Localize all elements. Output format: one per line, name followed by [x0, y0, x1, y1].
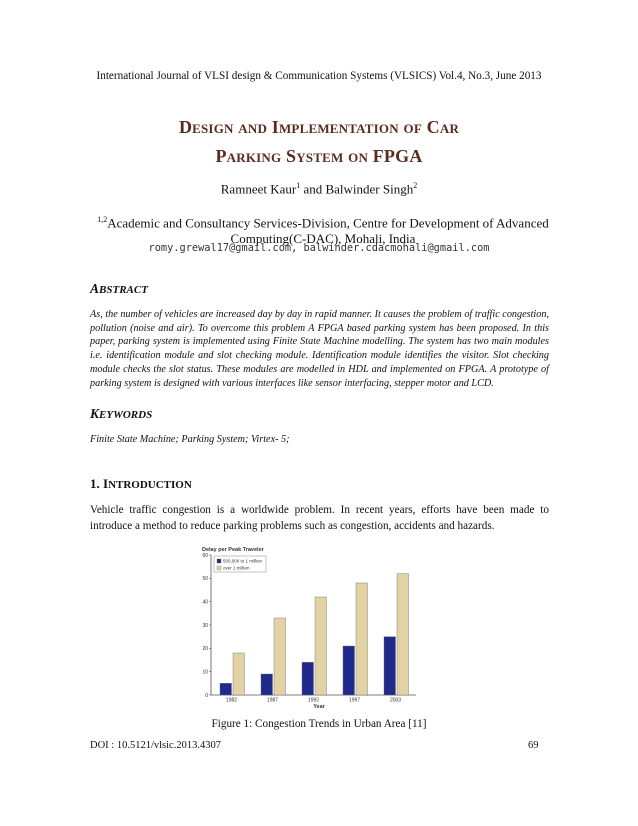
- chart-bars: [220, 574, 409, 695]
- bar-1982-series-2: [233, 653, 245, 695]
- section-title: INTRODUCTION: [103, 476, 192, 491]
- introduction-text: Vehicle traffic congestion is a worldwide problem. In recent years, efforts have been made to introduce a method to reduce parking problems such as congestion, accidents and hazards.: [90, 504, 549, 532]
- author-2-sup: 2: [413, 181, 418, 190]
- y-tick-label: 60: [202, 552, 208, 559]
- keywords-heading: [90, 406, 152, 422]
- author-1-sup: 1: [296, 181, 301, 190]
- keywords-heading-text: KEYWORDS: [90, 406, 153, 421]
- x-tick-label: 2003: [389, 697, 402, 704]
- y-tick-label: 50: [202, 576, 208, 583]
- bar-1987-series-2: [274, 618, 286, 695]
- author-1: Ramneet Kaur: [220, 181, 297, 197]
- journal-header: International Journal of VLSI design & Communication Systems (VLSICS) Vol.4, No.3, June 2013: [96, 70, 542, 82]
- y-tick-label: 40: [202, 599, 208, 606]
- bar-1997-series-1: [343, 646, 355, 695]
- congestion-chart: [198, 543, 423, 710]
- footer-doi: DOI : 10.5121/vlsic.2013.4307: [90, 740, 221, 751]
- bar-2003-series-2: [397, 574, 409, 695]
- chart-x-axis-label: Year: [313, 704, 325, 710]
- bar-1992-series-1: [302, 662, 314, 695]
- legend-swatch-1: [217, 559, 221, 563]
- bar-1992-series-2: [315, 597, 327, 695]
- y-tick-label: 0: [205, 692, 208, 699]
- chart-legend: [214, 556, 266, 572]
- title-line-1: Design and Implementation of Car: [178, 117, 460, 137]
- abstract-heading: [90, 281, 148, 297]
- chart-title: Delay per Peak Traveler: [202, 547, 264, 553]
- abstract-heading-text: ABSTRACT: [90, 281, 148, 296]
- author-line: [0, 181, 638, 197]
- bar-1982-series-1: [220, 683, 232, 695]
- x-tick-label: 1987: [266, 697, 279, 704]
- title-line-2: Parking System on FPGA: [215, 146, 423, 166]
- legend-label-2: over 1 million: [223, 565, 250, 571]
- legend-label-1: 500,000 to 1 million: [223, 558, 263, 564]
- page-number: 69: [528, 740, 539, 751]
- legend-swatch-2: [217, 566, 221, 570]
- introduction-heading: [90, 476, 192, 492]
- paper-title: [0, 113, 638, 171]
- figure-caption: Figure 1: Congestion Trends in Urban Area [11]: [211, 718, 427, 730]
- y-tick-label: 10: [202, 669, 208, 676]
- y-tick-label: 30: [202, 622, 208, 629]
- x-tick-label: 1997: [348, 697, 361, 704]
- section-number: 1.: [90, 476, 100, 491]
- x-tick-label: 1992: [307, 697, 320, 704]
- author-joiner: and Balwinder Singh: [300, 181, 414, 197]
- bar-2003-series-1: [384, 637, 396, 695]
- bar-1997-series-2: [356, 583, 368, 695]
- bar-1987-series-1: [261, 674, 273, 695]
- y-tick-label: 20: [202, 646, 208, 653]
- x-tick-label: 1982: [225, 697, 238, 704]
- abstract-text: As, the number of vehicles are increased day by day in rapid manner. It causes the problem of traffic congestion, pollution (noise and air). To overcome this problem A FPGA based parking system has been proposed. In this paper, parking system is implemented using Finite State Machine modelling. The system has two main modules i.e. identification module and slot checking module. Identification module identifies the visitor. Slot checking module checks the slot status. These modules are modelled in HDL and implemented on FPGA. A prototype of parking system is designed with various interfaces like sensor interfacing, stepper motor and LCD.: [90, 309, 549, 389]
- affiliation-text: Academic and Consultancy Services-Division, Centre for Development of Advanced Computing(C-DAC), Mohali, India: [107, 215, 549, 247]
- keywords-text: Finite State Machine; Parking System; Virtex- 5;: [90, 434, 290, 445]
- author-emails: romy.grewal17@gmail.com, balwinder.cdacmohali@gmail.com: [148, 242, 490, 254]
- affiliation-sup: 1,2: [97, 215, 108, 224]
